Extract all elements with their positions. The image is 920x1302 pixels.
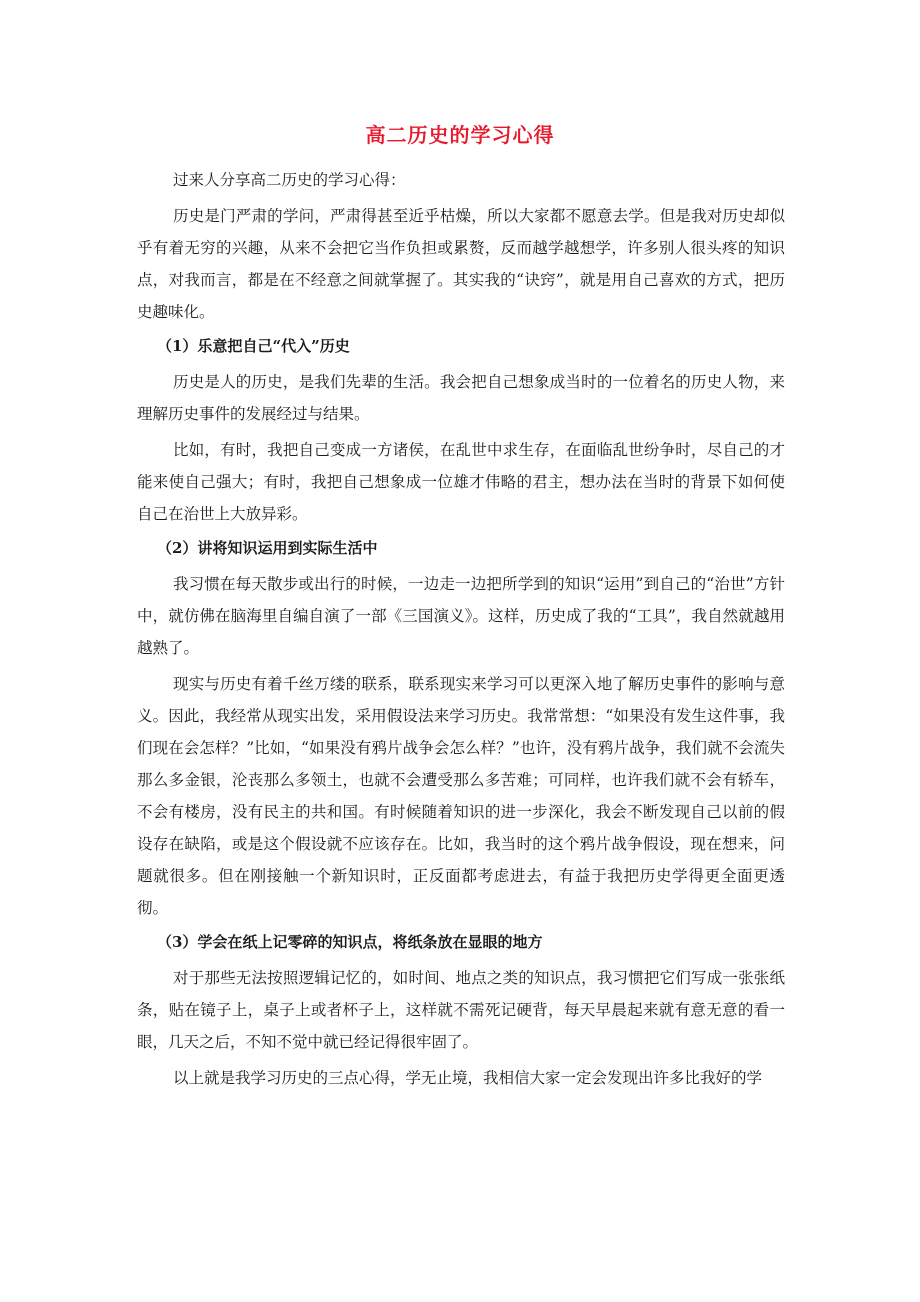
document-title: 高二历史的学习心得 <box>365 123 555 147</box>
paragraph-7: 以上就是我学习历史的三点心得，学无止境，我相信大家一定会发现出许多比我好的学 <box>173 1069 763 1087</box>
intro-paragraph: 过来人分享高二历史的学习心得： <box>173 171 406 189</box>
section-heading-3: （3）学会在纸上记零碎的知识点，将纸条放在显眼的地方 <box>157 933 543 951</box>
paragraph-4: 我习惯在每天散步或出行的时候，一边走一边把所学到的知识“运用”到自己的“治世”方针中，就仿佛在脑海里自编自演了一部《三国演义》。这样，历史成了我的“工具”，我自然就越用越熟了。 <box>137 575 785 657</box>
paragraph-2: 历史是人的历史，是我们先辈的生活。我会把自己想象成当时的一位着名的历史人物，来理解历史事件的发展经过与结果。 <box>137 373 785 423</box>
paragraph-3: 比如，有时，我把自己变成一方诸侯，在乱世中求生存，在面临乱世纷争时，尽自己的才能来使自己强大；有时，我把自己想象成一位雄才伟略的君主，想办法在当时的背景下如何使自己在治世上大放异彩。 <box>137 441 785 523</box>
section-heading-2: （2）讲将知识运用到实际生活中 <box>157 539 378 557</box>
paragraph-1: 历史是门严肃的学问，严肃得甚至近乎枯燥，所以大家都不愿意去学。但是我对历史却似乎有着无穷的兴趣，从来不会把它当作负担或累赘，反而越学越想学，许多别人很头疼的知识点，对我而言，都是在不经意之间就掌握了。其实我的“诀窍”，就是用自己喜欢的方式，把历史趣味化。 <box>137 207 785 321</box>
section-heading-1: （1）乐意把自己“代入”历史 <box>157 337 350 355</box>
paragraph-6: 对于那些无法按照逻辑记忆的，如时间、地点之类的知识点，我习惯把它们写成一张张纸条，贴在镜子上，桌子上或者杯子上，这样就不需死记硬背，每天早晨起来就有意无意的看一眼，几天之后，不知不觉中就已经记得很牢固了。 <box>137 969 785 1051</box>
document-body <box>137 164 785 1098</box>
paragraph-5: 现实与历史有着千丝万缕的联系，联系现实来学习可以更深入地了解历史事件的影响与意义。因此，我经常从现实出发，采用假设法来学习历史。我常常想：“如果没有发生这件事，我们现在会怎样？”比如，“如果没有鸦片战争会怎么样？”也许，没有鸦片战争，我们就不会流失那么多金银，沦丧那么多领土，也就不会遭受那么多苦难；可同样，也许我们就不会有轿车，不会有楼房，没有民主的共和国。有时候随着知识的进一步深化，我会不断发现自己以前的假设存在缺陷，或是这个假设就不应该存在。比如，我当时的这个鸦片战争假设，现在想来，问题就很多。但在刚接触一个新知识时，正反面都考虑进去，有益于我把历史学得更全面更透彻。 <box>137 675 785 917</box>
